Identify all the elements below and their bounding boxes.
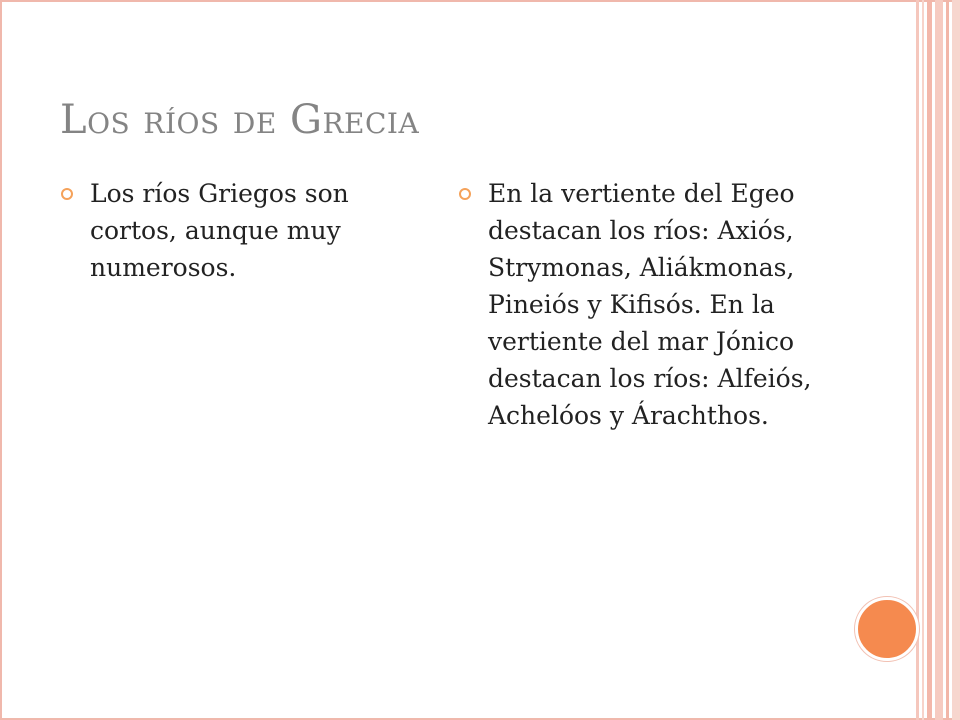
slide-title-text: Los ríos de Grecia bbox=[60, 97, 420, 143]
list-item bbox=[60, 175, 405, 286]
frame-left-border bbox=[0, 0, 2, 720]
right-column bbox=[458, 175, 823, 434]
circle-outline-icon bbox=[61, 188, 73, 200]
decorative-stripe bbox=[946, 0, 949, 720]
decorative-stripe bbox=[916, 0, 919, 720]
list-item bbox=[458, 175, 823, 434]
left-column bbox=[60, 175, 405, 286]
decorative-stripe bbox=[935, 0, 943, 720]
decorative-stripe bbox=[952, 0, 960, 720]
decorative-stripe bbox=[927, 0, 932, 720]
circle-outline-icon bbox=[459, 188, 471, 200]
frame-top-border bbox=[0, 0, 960, 2]
bullet-text: Los ríos Griegos son cortos, aunque muy numerosos. bbox=[90, 179, 349, 282]
orange-circle-icon bbox=[855, 597, 919, 661]
bullet-text: En la vertiente del Egeo destacan los ríos: Axiós, Strymonas, Aliákmonas, Pineiós y Kifisós. En la vertiente del mar Jónico destacan los ríos: Alfeiós, Achelóos y Árachthos. bbox=[488, 179, 812, 430]
slide-title bbox=[60, 97, 420, 143]
decorative-stripe bbox=[922, 0, 924, 720]
